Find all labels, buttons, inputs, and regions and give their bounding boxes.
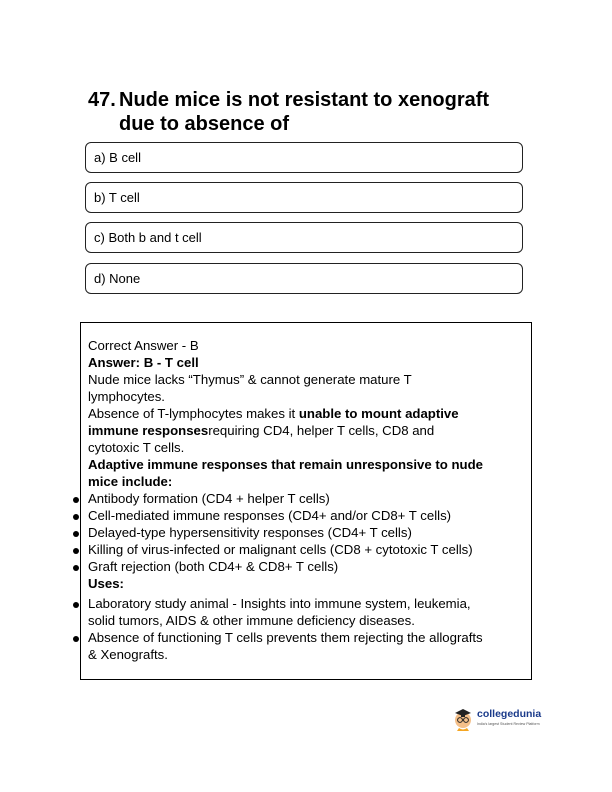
logo-name: collegedunia bbox=[477, 708, 542, 720]
list-item: Absence of functioning T cells prevents them rejecting the allografts bbox=[88, 630, 483, 645]
bullet-icon bbox=[73, 497, 79, 503]
section-heading: Adaptive immune responses that remain unresponsive to nude bbox=[88, 457, 483, 472]
list-item: Antibody formation (CD4 + helper T cells) bbox=[88, 491, 330, 506]
bullet-icon bbox=[73, 636, 79, 642]
explanation-line bbox=[88, 422, 434, 439]
option-d[interactable]: d) None bbox=[85, 263, 523, 294]
answer-heading: Answer: B - T cell bbox=[88, 355, 199, 370]
bullet-icon bbox=[73, 602, 79, 608]
bullet-icon bbox=[73, 548, 79, 554]
option-a[interactable]: a) B cell bbox=[85, 142, 523, 173]
explanation-bold: unable to mount adaptive bbox=[298, 406, 459, 421]
list-item: Killing of virus-infected or malignant cells (CD8 + cytotoxic T cells) bbox=[88, 542, 473, 557]
list-item-continued: solid tumors, AIDS & other immune deficiency diseases. bbox=[88, 613, 415, 628]
list-item: Delayed-type hypersensitivity responses (CD4+ T cells) bbox=[88, 525, 412, 540]
uses-heading: Uses: bbox=[88, 576, 124, 591]
bullet-icon bbox=[73, 565, 79, 571]
collegedunia-logo bbox=[452, 705, 544, 733]
list-item-continued: & Xenografts. bbox=[88, 647, 168, 662]
explanation-text: Absence of T-lymphocytes makes it bbox=[88, 406, 299, 421]
list-item: Graft rejection (both CD4+ & CD8+ T cells) bbox=[88, 559, 339, 574]
bullet-icon bbox=[73, 531, 79, 537]
explanation-text: requiring CD4, helper T cells, CD8 and bbox=[208, 423, 435, 438]
option-c[interactable]: c) Both b and t cell bbox=[85, 222, 523, 253]
question-line-2: due to absence of bbox=[119, 113, 290, 135]
explanation-line: Nude mice lacks “Thymus” & cannot generate mature T bbox=[88, 372, 412, 387]
question-number: 47. bbox=[88, 89, 116, 111]
explanation-bold: immune responses bbox=[88, 423, 209, 438]
question bbox=[88, 88, 528, 136]
explanation-line: cytotoxic T cells. bbox=[88, 440, 185, 455]
mascot-icon bbox=[452, 705, 474, 731]
logo-tagline: India's largest Student Review Platform bbox=[477, 722, 540, 726]
bullet-icon bbox=[73, 514, 79, 520]
explanation-line: lymphocytes. bbox=[88, 389, 165, 404]
option-b[interactable]: b) T cell bbox=[85, 182, 523, 213]
list-item: Cell-mediated immune responses (CD4+ and/or CD8+ T cells) bbox=[88, 508, 452, 523]
correct-answer: Correct Answer - B bbox=[88, 338, 199, 353]
section-heading: mice include: bbox=[88, 474, 173, 489]
question-line-1: Nude mice is not resistant to xenograft bbox=[119, 89, 490, 111]
list-item: Laboratory study animal - Insights into immune system, leukemia, bbox=[88, 596, 471, 611]
explanation-line bbox=[88, 405, 459, 422]
